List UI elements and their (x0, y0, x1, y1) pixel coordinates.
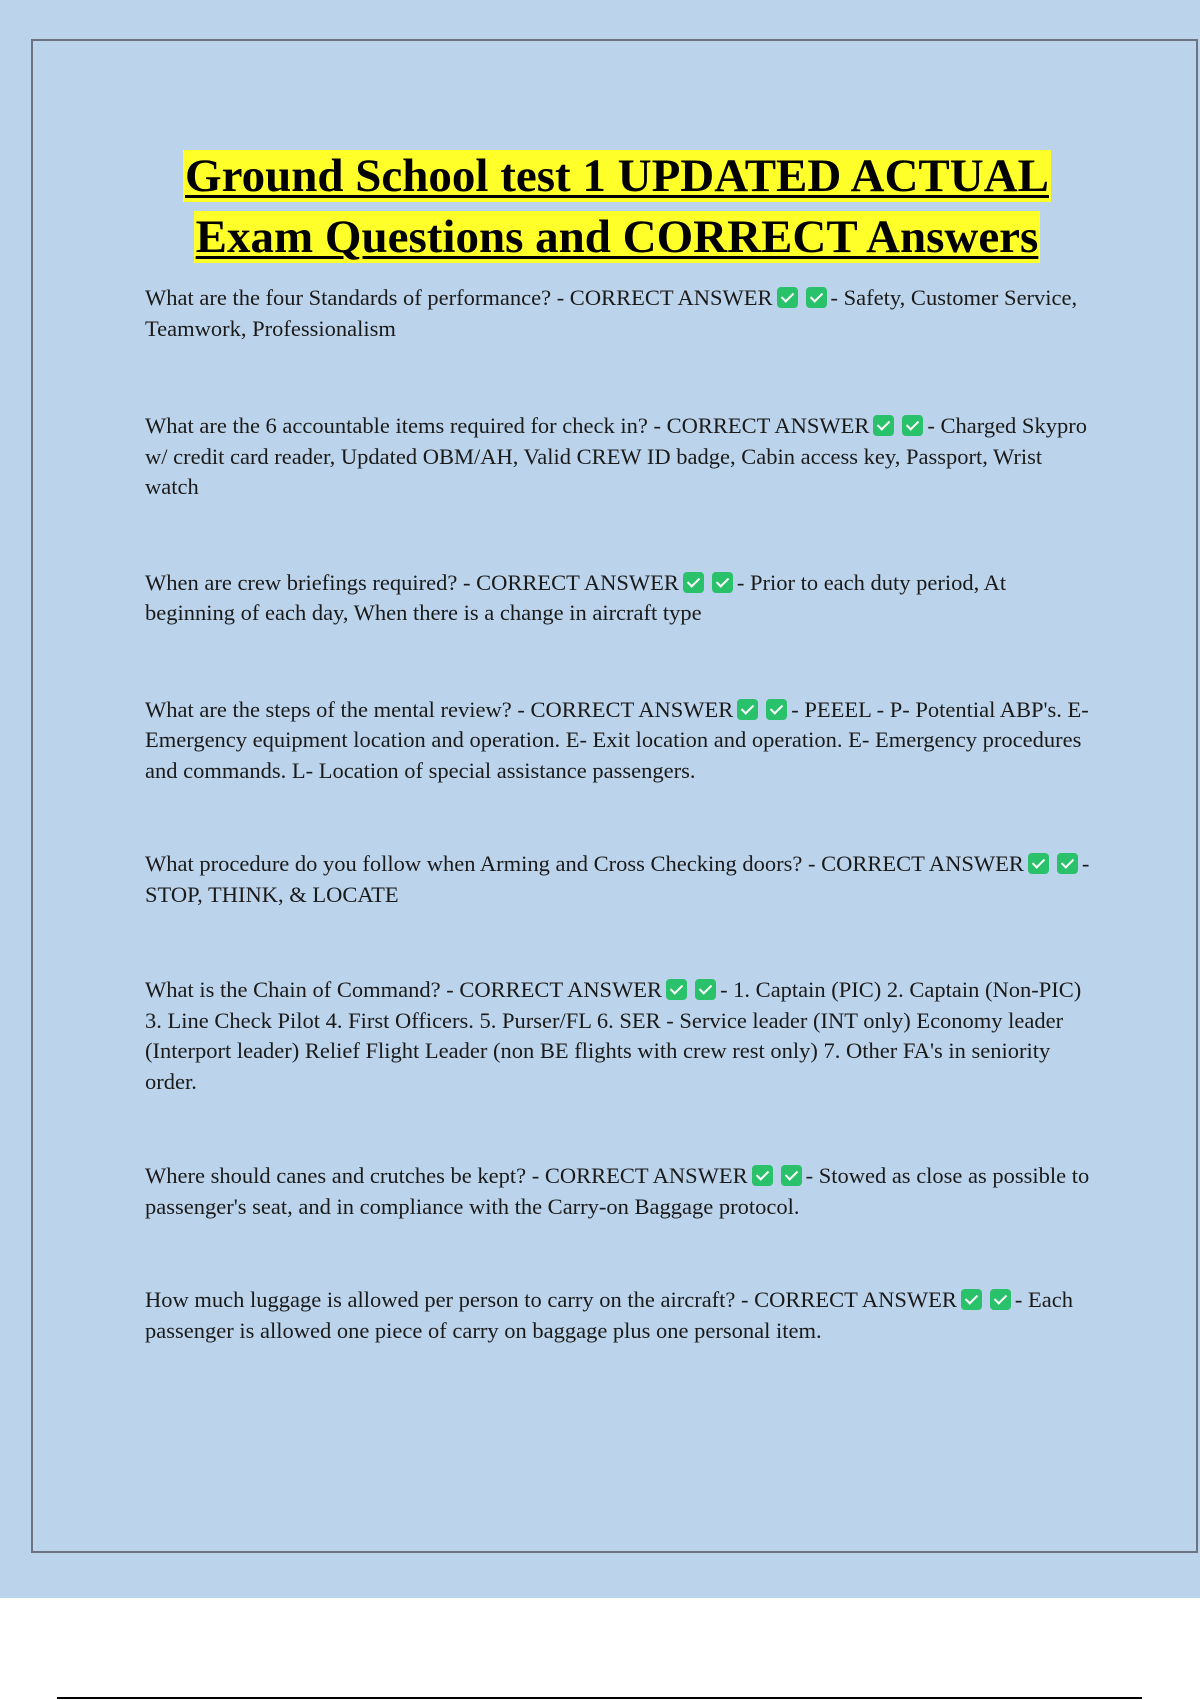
question-text: What are the four Standards of performance? (145, 285, 552, 310)
answer-text: - STOP, THINK, & LOCATE (145, 851, 1090, 907)
check-mark-icon (781, 1165, 802, 1186)
qa-item (145, 283, 1090, 344)
check-mark-icon (766, 699, 787, 720)
bottom-divider (57, 1697, 1142, 1699)
check-mark-icon (752, 1165, 773, 1186)
check-mark-icon (806, 287, 827, 308)
answer-text: - Stowed as close as possible to passenger's seat, and in compliance with the Carry-on Baggage protocol. (145, 1163, 1090, 1219)
qa-item (145, 1161, 1090, 1222)
check-mark-icon (683, 572, 704, 593)
answer-marker: - CORRECT ANSWER (556, 285, 773, 310)
check-mark-icon (990, 1289, 1011, 1310)
qa-list (145, 283, 1090, 1346)
check-mark-icon (666, 979, 687, 1000)
check-mark-icon (737, 699, 758, 720)
answer-marker: - CORRECT ANSWER (653, 413, 870, 438)
answer-marker: - CORRECT ANSWER (517, 696, 734, 722)
answer-text: - 1. Captain (PIC) 2. Captain (Non-PIC) 3. Line Check Pilot 4. First Officers. 5. Purser/FL 6. SER - Service leader (INT only) Economy leader (Interport leader) Relief Flight Leader (non BE flights with crew rest only) 7. Other FA's in seniority order. (145, 977, 1082, 1094)
answer-marker: - CORRECT ANSWER (531, 1163, 748, 1188)
answer-marker: - CORRECT ANSWER (741, 1287, 957, 1312)
question-text: What procedure do you follow when Arming and Cross Checking doors? (145, 851, 803, 876)
title-line-1: Ground School test 1 UPDATED ACTUAL (185, 150, 1049, 202)
qa-item (145, 849, 1090, 910)
answer-text: - Safety, Customer Service, Teamwork, Professionalism (145, 285, 1078, 341)
title-line-2: Exam Questions and CORRECT Answers (195, 211, 1039, 263)
check-mark-icon (873, 415, 894, 436)
qa-item (145, 411, 1090, 503)
check-mark-icon (712, 572, 733, 593)
answer-text: - Each passenger is allowed one piece of carry on baggage plus one personal item. (145, 1287, 1073, 1343)
check-mark-icon (695, 979, 716, 1000)
answer-marker: - CORRECT ANSWER (462, 569, 679, 595)
question-text: How much luggage is allowed per person to carry on the aircraft? (145, 1287, 736, 1312)
qa-item (145, 975, 1090, 1097)
answer-text: - PEEEL - P- Potential ABP's. E- Emergency equipment location and operation. E- Exit location and operation. E- Emergency procedures and commands. L- Location of special assistance passengers. (145, 696, 1089, 783)
question-text: What are the steps of the mental review? (145, 696, 512, 722)
answer-text: - Prior to each duty period, At beginning of each day, When there is a change in aircraft type (145, 569, 1007, 625)
answer-marker: - CORRECT ANSWER (808, 851, 1024, 876)
check-mark-icon (961, 1289, 982, 1310)
answer-marker: - CORRECT ANSWER (446, 977, 663, 1002)
question-text: What is the Chain of Command? (145, 977, 441, 1002)
qa-item (145, 1285, 1090, 1346)
qa-item (145, 568, 1090, 629)
check-mark-icon (1028, 853, 1049, 874)
document-title (0, 146, 1200, 268)
answer-text: - Charged Skypro w/ credit card reader, Updated OBM/AH, Valid CREW ID badge, Cabin access key, Passport, Wrist watch (145, 413, 1087, 499)
question-text: What are the 6 accountable items required for check in? (145, 413, 648, 438)
question-text: When are crew briefings required? (145, 569, 458, 595)
check-mark-icon (1057, 853, 1078, 874)
check-mark-icon (902, 415, 923, 436)
question-text: Where should canes and crutches be kept? (145, 1163, 527, 1188)
check-mark-icon (777, 287, 798, 308)
qa-item (145, 695, 1090, 787)
